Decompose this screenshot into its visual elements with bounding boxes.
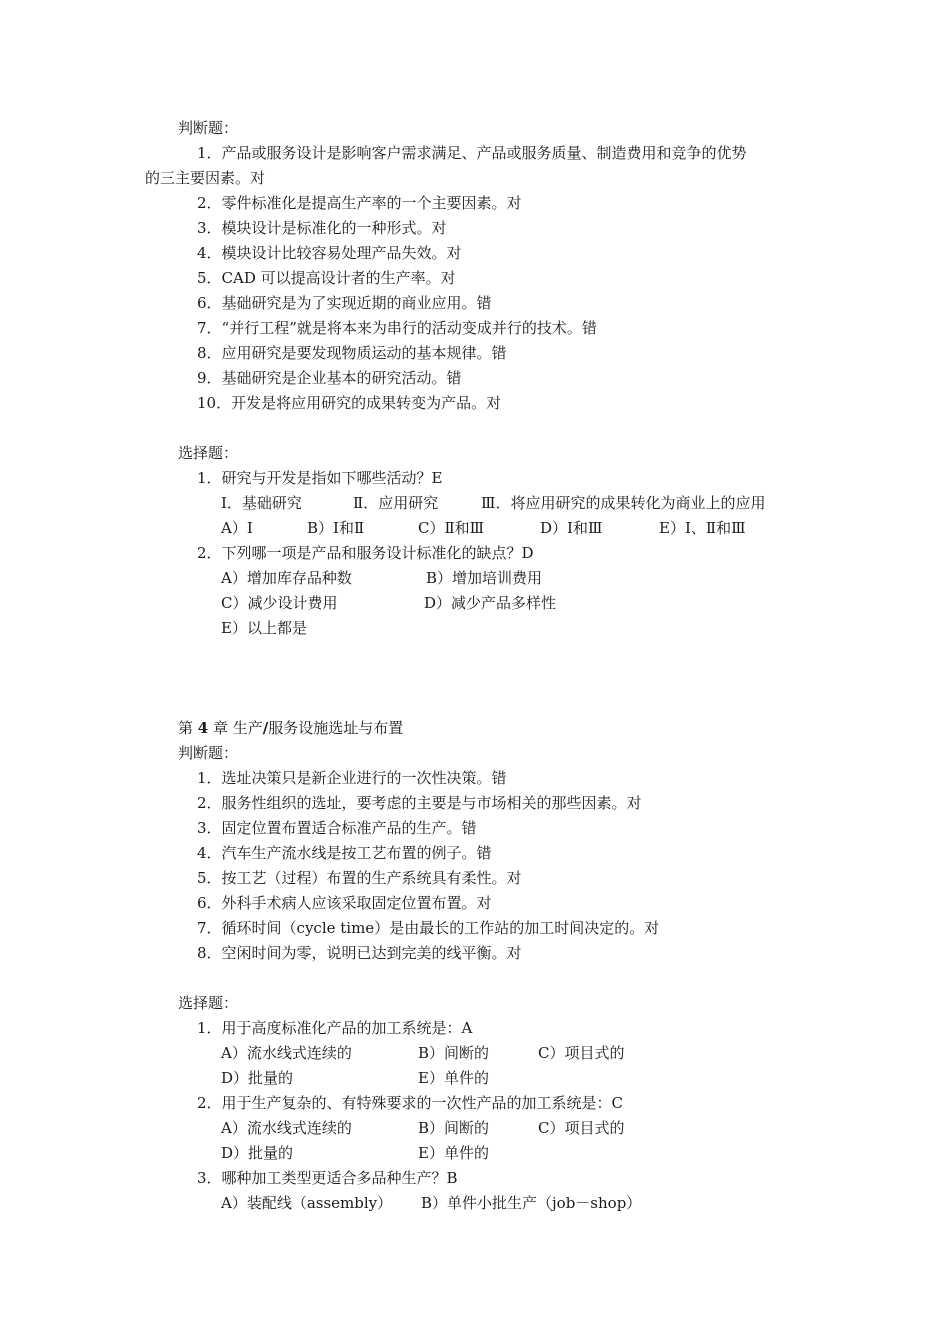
- question-item: 1．研究与开发是指如下哪些活动？E: [197, 469, 443, 487]
- question-item: 7．“并行工程”就是将本来为串行的活动变成并行的技术。错: [197, 319, 597, 337]
- answer-option: A）Ⅰ: [221, 519, 253, 537]
- chapter-title: [178, 718, 403, 738]
- answer-option: A）装配线（assembly）: [221, 1194, 393, 1212]
- question-item: 2．服务性组织的选址，要考虑的主要是与市场相关的那些因素。对: [197, 794, 642, 812]
- question-item: 5．按工艺（过程）布置的生产系统具有柔性。对: [197, 869, 522, 887]
- chapter-title-slash: /: [262, 719, 269, 737]
- question-item: 8．应用研究是要发现物质运动的基本规律。错: [197, 344, 507, 362]
- question-item: 1．产品或服务设计是影响客户需求满足、产品或服务质量、制造费用和竞争的优势: [197, 144, 747, 162]
- question-item: 5．CAD 可以提高设计者的生产率。对: [197, 269, 456, 287]
- question-item: 3．哪种加工类型更适合多品种生产？B: [197, 1169, 458, 1187]
- question-item: 10．开发是将应用研究的成果转变为产品。对: [197, 394, 502, 412]
- answer-option: D）批量的: [221, 1069, 294, 1087]
- answer-option: E）单件的: [418, 1144, 489, 1162]
- question-item: 2．下列哪一项是产品和服务设计标准化的缺点？D: [197, 544, 534, 562]
- answer-option: B）Ⅰ和Ⅱ: [307, 519, 365, 537]
- section-heading: 判断题：: [178, 119, 239, 137]
- statement-item: Ⅱ．应用研究: [353, 494, 439, 512]
- section-heading: 选择题：: [178, 444, 239, 462]
- question-item: 2．用于生产复杂的、有特殊要求的一次性产品的加工系统是：C: [197, 1094, 624, 1112]
- question-item: 9．基础研究是企业基本的研究活动。错: [197, 369, 462, 387]
- answer-option: B）单件小批生产（job－shop）: [421, 1194, 642, 1212]
- chapter-title-part: 章 生产: [213, 719, 263, 737]
- answer-option: B）间断的: [418, 1044, 490, 1062]
- answer-option: E）Ⅰ、Ⅱ和Ⅲ: [659, 519, 746, 537]
- question-item: 4．模块设计比较容易处理产品失效。对: [197, 244, 462, 262]
- statement-item: Ⅰ．基础研究: [221, 494, 302, 512]
- question-item: 8．空闲时间为零，说明已达到完美的线平衡。对: [197, 944, 522, 962]
- answer-option: D）减少产品多样性: [424, 594, 557, 612]
- question-item: 3．模块设计是标准化的一种形式。对: [197, 219, 447, 237]
- answer-option: E）以上都是: [221, 619, 307, 637]
- statement-item: Ⅲ．将应用研究的成果转化为商业上的应用: [481, 494, 766, 512]
- answer-option: D）批量的: [221, 1144, 294, 1162]
- question-item: 6．外科手术病人应该采取固定位置布置。对: [197, 894, 492, 912]
- question-item: 1．用于高度标准化产品的加工系统是：A: [197, 1019, 473, 1037]
- answer-option: D）Ⅰ和Ⅲ: [540, 519, 603, 537]
- answer-option: A）流水线式连续的: [221, 1044, 352, 1062]
- answer-option: B）间断的: [418, 1119, 490, 1137]
- question-item: 4．汽车生产流水线是按工艺布置的例子。错: [197, 844, 492, 862]
- question-item: 6．基础研究是为了实现近期的商业应用。错: [197, 294, 492, 312]
- question-item: 3．固定位置布置适合标准产品的生产。错: [197, 819, 477, 837]
- section-heading: 判断题：: [178, 744, 239, 762]
- chapter-prefix: 第: [178, 719, 194, 737]
- question-item-continued: 的三主要因素。对: [145, 169, 266, 187]
- question-item: 2．零件标准化是提高生产率的一个主要因素。对: [197, 194, 522, 212]
- answer-option: C）项目式的: [538, 1119, 625, 1137]
- section-heading: 选择题：: [178, 994, 239, 1012]
- chapter-title-rest: 服务设施选址与布置: [268, 719, 404, 737]
- answer-option: C）减少设计费用: [221, 594, 338, 612]
- answer-option: A）流水线式连续的: [221, 1119, 352, 1137]
- question-item: 1．选址决策只是新企业进行的一次性决策。错: [197, 769, 507, 787]
- answer-option: E）单件的: [418, 1069, 489, 1087]
- question-item: 7．循环时间（cycle time）是由最长的工作站的加工时间决定的。对: [197, 919, 660, 937]
- answer-option: C）Ⅱ和Ⅲ: [418, 519, 485, 537]
- answer-option: C）项目式的: [538, 1044, 625, 1062]
- answer-option: A）增加库存品种数: [221, 569, 352, 587]
- answer-option: B）增加培训费用: [426, 569, 543, 587]
- chapter-number: 4: [197, 719, 209, 737]
